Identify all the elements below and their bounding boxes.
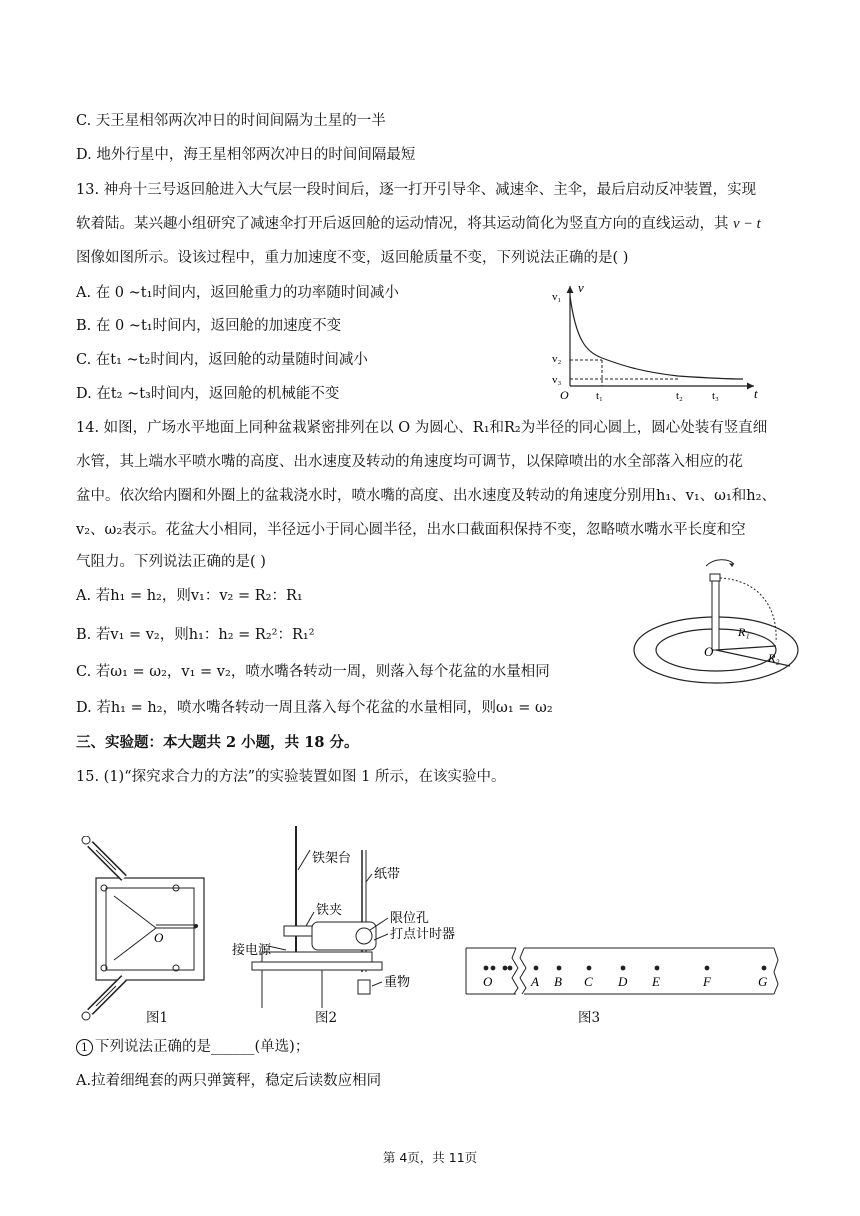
water-pipe (712, 580, 719, 650)
option-c-previous: C. 天王星相邻两次冲日的时间间隔为土星的一半 (76, 113, 386, 129)
question-14-option-a: A. 若h₁ = h₂，则v₁：v₂ = R₂：R₁ (76, 588, 303, 604)
figure-2-caption: 图2 (315, 1010, 338, 1026)
question-13-option-a: A. 在 0 ~t₁时间内，返回舱重力的功率随时间减小 (76, 285, 399, 301)
page-footer: 第 4页，共 11页 (382, 1150, 478, 1165)
tick-v1: v₁ (552, 291, 562, 303)
tick-t2: t₂ (676, 390, 683, 402)
tick-t3: t₃ (712, 390, 719, 402)
question-14-option-b: B. 若v₁ = v₂，则h₁：h₂ = R₂²：R₁² (76, 627, 315, 643)
question-15-sub-1: 1 下列说法正确的是______(单选)； (76, 1037, 309, 1057)
clamp (284, 926, 312, 936)
question-13-option-b: B. 在 0 ~t₁时间内，返回舱的加速度不变 (76, 318, 342, 334)
question-13-line-1: 13. 神舟十三号返回舱进入大气层一段时间后，逐一打开引导伞、减速伞、主伞，最后启动反冲装置，实现 (76, 182, 757, 198)
spring-scale-top (82, 836, 124, 878)
figure-1-caption: 图1 (146, 1010, 169, 1026)
question-15-intro: 15. (1)“探究求合力的方法”的实验装置如图 1 所示，在该实验中。 (76, 769, 506, 785)
nozzle (710, 574, 720, 581)
timer (312, 922, 376, 950)
question-13-option-c: C. 在t₁ ~t₂时间内，返回舱的动量随时间减小 (76, 352, 368, 368)
question-14-option-d: D. 若h₁ = h₂，喷水嘴各转动一周且落入每个花盆的水量相同，则ω₁ = ω₂ (76, 700, 553, 716)
question-15-option-a: A.拉着细绳套的两只弹簧秤，稳定后读数应相同 (76, 1073, 382, 1089)
question-13-line-3: 图像如图所示。设该过程中，重力加速度不变，返回舱质量不变，下列说法正确的是( ) (76, 250, 629, 266)
label-limit-hole: 限位孔 (390, 910, 430, 925)
tick-origin: O (560, 388, 569, 402)
figure-3-caption: 图3 (578, 1010, 601, 1026)
weight (358, 980, 370, 994)
r1-label: R₁ (738, 625, 750, 639)
tape-point-e: E (652, 974, 660, 989)
question-14-line-5: 气阻力。下列说法正确的是( ) (76, 554, 266, 570)
t-axis-label: t (754, 386, 758, 401)
label-power: 接电源 (232, 942, 272, 957)
tape-point-g: G (758, 974, 768, 989)
label-clamp: 铁夹 (316, 902, 343, 917)
question-14-option-c: C. 若ω₁ = ω₂，v₁ = v₂，喷水嘴各转动一周，则落入每个花盆的水量相同 (76, 664, 550, 680)
label-stand: 铁架台 (312, 850, 352, 865)
tick-t1: t₁ (596, 390, 603, 402)
question-13-line-2: 软着陆。某兴趣小组研究了减速伞打开后返回舱的运动情况，将其运动简化为竖直方向的直线运动，其 v − t (76, 216, 761, 232)
figure-2 (232, 822, 472, 1010)
v-axis-label: v (578, 280, 584, 295)
figure-1 (72, 836, 222, 1026)
question-14-line-3: 盆中。依次给内圈和外圈上的盆栽浇水时，喷水嘴的高度、出水速度及转动的角速度分别用h₁、v₁、ω₁和h₂、 (76, 488, 776, 504)
tick-v3: v₃ (552, 374, 562, 386)
rotation-arrow-icon (706, 560, 734, 566)
tick-v2: v₂ (552, 353, 562, 365)
tape-point-f: F (703, 974, 711, 989)
figure-3 (462, 946, 780, 998)
label-timer: 打点计时器 (390, 926, 456, 941)
tape-point-b: B (554, 974, 562, 989)
question-13-option-d: D. 在t₂ ~t₃时间内，返回舱的机械能不变 (76, 386, 340, 402)
question-14-line-2: 水管，其上端水平喷水嘴的高度、出水速度及转动的角速度均可调节，以保障喷出的水全部落入相应的花 (76, 454, 743, 470)
question-14-line-4: v₂、ω₂表示。花盆大小相同，半径远小于同心圆半径，出水口截面积保持不变，忽略喷水嘴水平长度和空 (76, 522, 746, 538)
tape-point-c: C (584, 974, 593, 989)
option-d-previous: D. 地外行星中，海王星相邻两次冲日的时间间隔最短 (76, 147, 416, 163)
vt-graph (548, 280, 762, 402)
sprinkler-figure (628, 556, 800, 686)
question-14-line-1: 14. 如图，广场水平地面上同种盆栽紧密排列在以 O 为圆心、R₁和R₂为半径的同心圆上，圆心处装有竖直细 (76, 420, 768, 436)
spring-scale-bottom (82, 978, 124, 1020)
label-weight: 重物 (384, 974, 411, 989)
vt-curve (570, 296, 743, 379)
tape-point-o: O (483, 974, 493, 989)
label-tape: 纸带 (374, 866, 401, 881)
section-3-heading: 三、实验题：本大题共 2 小题，共 18 分。 (76, 734, 359, 751)
board (96, 878, 204, 980)
point-o-label: O (154, 930, 164, 945)
center-label: O (704, 644, 714, 659)
tape-point-a: A (531, 974, 539, 989)
tape-point-d: D (618, 974, 628, 989)
radius-r1 (716, 646, 776, 650)
circled-number: 1 (76, 1039, 93, 1056)
r2-label: R₂ (768, 651, 780, 665)
